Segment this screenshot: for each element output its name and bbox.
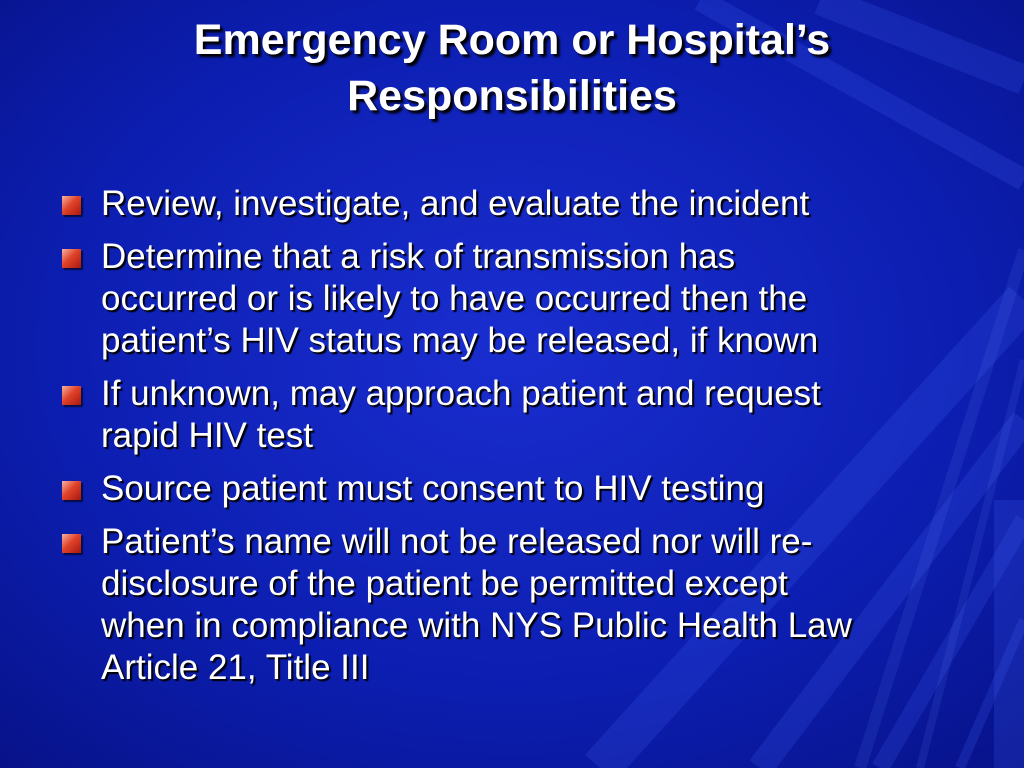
slide-title: [40, 12, 984, 124]
bullet-line: Article 21, Title III: [101, 648, 370, 687]
bullet-line: If unknown, may approach patient and request: [101, 374, 821, 413]
bullet-line: Source patient must consent to HIV testing: [101, 469, 765, 508]
slide-title-line-1: Emergency Room or Hospital’s: [193, 16, 831, 64]
bullet-line: Determine that a risk of transmission has: [101, 237, 736, 276]
bullet-line: rapid HIV test: [101, 416, 314, 455]
slide-title-line-2: Responsibilities: [347, 72, 677, 120]
bullet-line: disclosure of the patient be permitted except: [101, 564, 788, 603]
bullet-line: when in compliance with NYS Public Health Law: [101, 606, 852, 645]
bullet-item: [62, 236, 982, 362]
square-bullet-icon: [62, 196, 81, 215]
square-bullet-icon: [62, 386, 81, 405]
bullet-list: [62, 183, 982, 700]
bullet-line: Review, investigate, and evaluate the incident: [101, 184, 810, 223]
bullet-line: patient’s HIV status may be released, if known: [101, 321, 819, 360]
bullet-line: Patient’s name will not be released nor will re-: [101, 522, 813, 561]
bullet-line: occurred or is likely to have occurred then the: [101, 279, 808, 318]
bullet-item: [62, 521, 982, 689]
square-bullet-icon: [62, 534, 81, 553]
bullet-item: [62, 183, 982, 225]
square-bullet-icon: [62, 249, 81, 268]
bullet-item: [62, 468, 982, 510]
square-bullet-icon: [62, 481, 81, 500]
bullet-item: [62, 373, 982, 457]
